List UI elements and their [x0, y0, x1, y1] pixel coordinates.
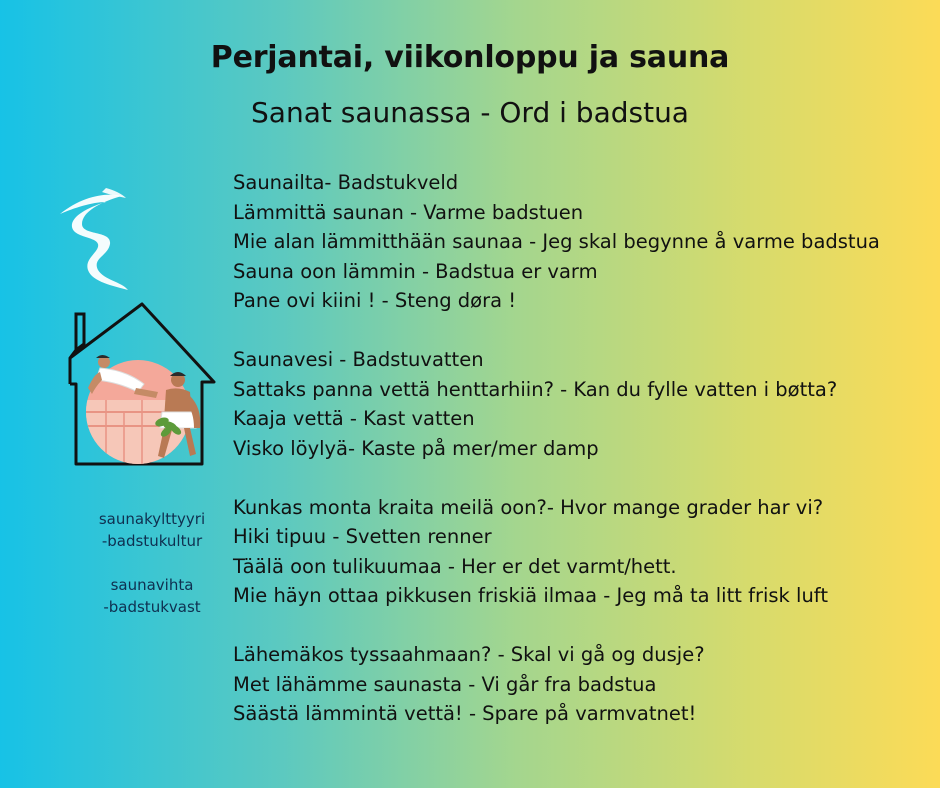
- page-subtitle: Sanat saunassa - Ord i badstua: [251, 96, 689, 129]
- side-word-translation: -badstukultur: [101, 532, 203, 550]
- phrase-line: Sattaks panna vettä henttarhiin? - Kan du fylle vatten i bøtta?: [233, 377, 838, 401]
- side-word-group-1: [82, 508, 222, 552]
- phrase-line: Kaaja vettä - Kast vatten: [233, 407, 475, 430]
- phrase-line: Saunavesi - Badstuvatten: [233, 348, 484, 371]
- phrase-line: Met lähämme saunasta - Vi går fra badstua: [233, 672, 657, 696]
- phrase-list: [233, 168, 933, 758]
- phrase-block-1: [233, 168, 933, 316]
- side-word-translation: -badstukvast: [103, 598, 201, 616]
- side-vocabulary: [82, 508, 222, 640]
- phrase-line: Sauna oon lämmin - Badstua er varm: [233, 259, 598, 283]
- phrase-line: Lämmittä saunan - Varme badstuen: [233, 200, 584, 224]
- page-title: Perjantai, viikonloppu ja sauna: [210, 40, 730, 75]
- side-word: saunakylttyyri: [98, 510, 206, 528]
- phrase-line: Pane ovi kiini ! - Steng døra !: [233, 289, 517, 312]
- side-word: saunavihta: [110, 576, 194, 594]
- phrase-line: Visko löylyä- Kaste på mer/mer damp: [233, 436, 599, 460]
- steam-icon: [52, 186, 142, 296]
- sauna-house-icon: [66, 300, 218, 468]
- phrase-block-4: [233, 640, 933, 729]
- side-word-group-2: [82, 574, 222, 618]
- phrase-line: Lähemäkos tyssaahmaan? - Skal vi gå og dusje?: [233, 643, 705, 666]
- phrase-block-3: [233, 493, 933, 611]
- phrase-line: Kunkas monta kraita meilä oon?- Hvor mange grader har vi?: [233, 495, 824, 519]
- phrase-line: Saunailta- Badstukveld: [233, 171, 459, 194]
- phrase-line: Täälä oon tulikuumaa - Her er det varmt/hett.: [233, 554, 677, 578]
- phrase-line: Säästä lämmintä vettä! - Spare på varmvatnet!: [233, 702, 697, 725]
- phrase-line: Mie häyn ottaa pikkusen friskiä ilmaa - Jeg må ta litt frisk luft: [233, 584, 828, 607]
- phrase-line: Mie alan lämmitthään saunaa - Jeg skal begynne å varme badstua: [233, 230, 880, 253]
- phrase-line: Hiki tipuu - Svetten renner: [233, 525, 492, 548]
- phrase-block-2: [233, 345, 933, 463]
